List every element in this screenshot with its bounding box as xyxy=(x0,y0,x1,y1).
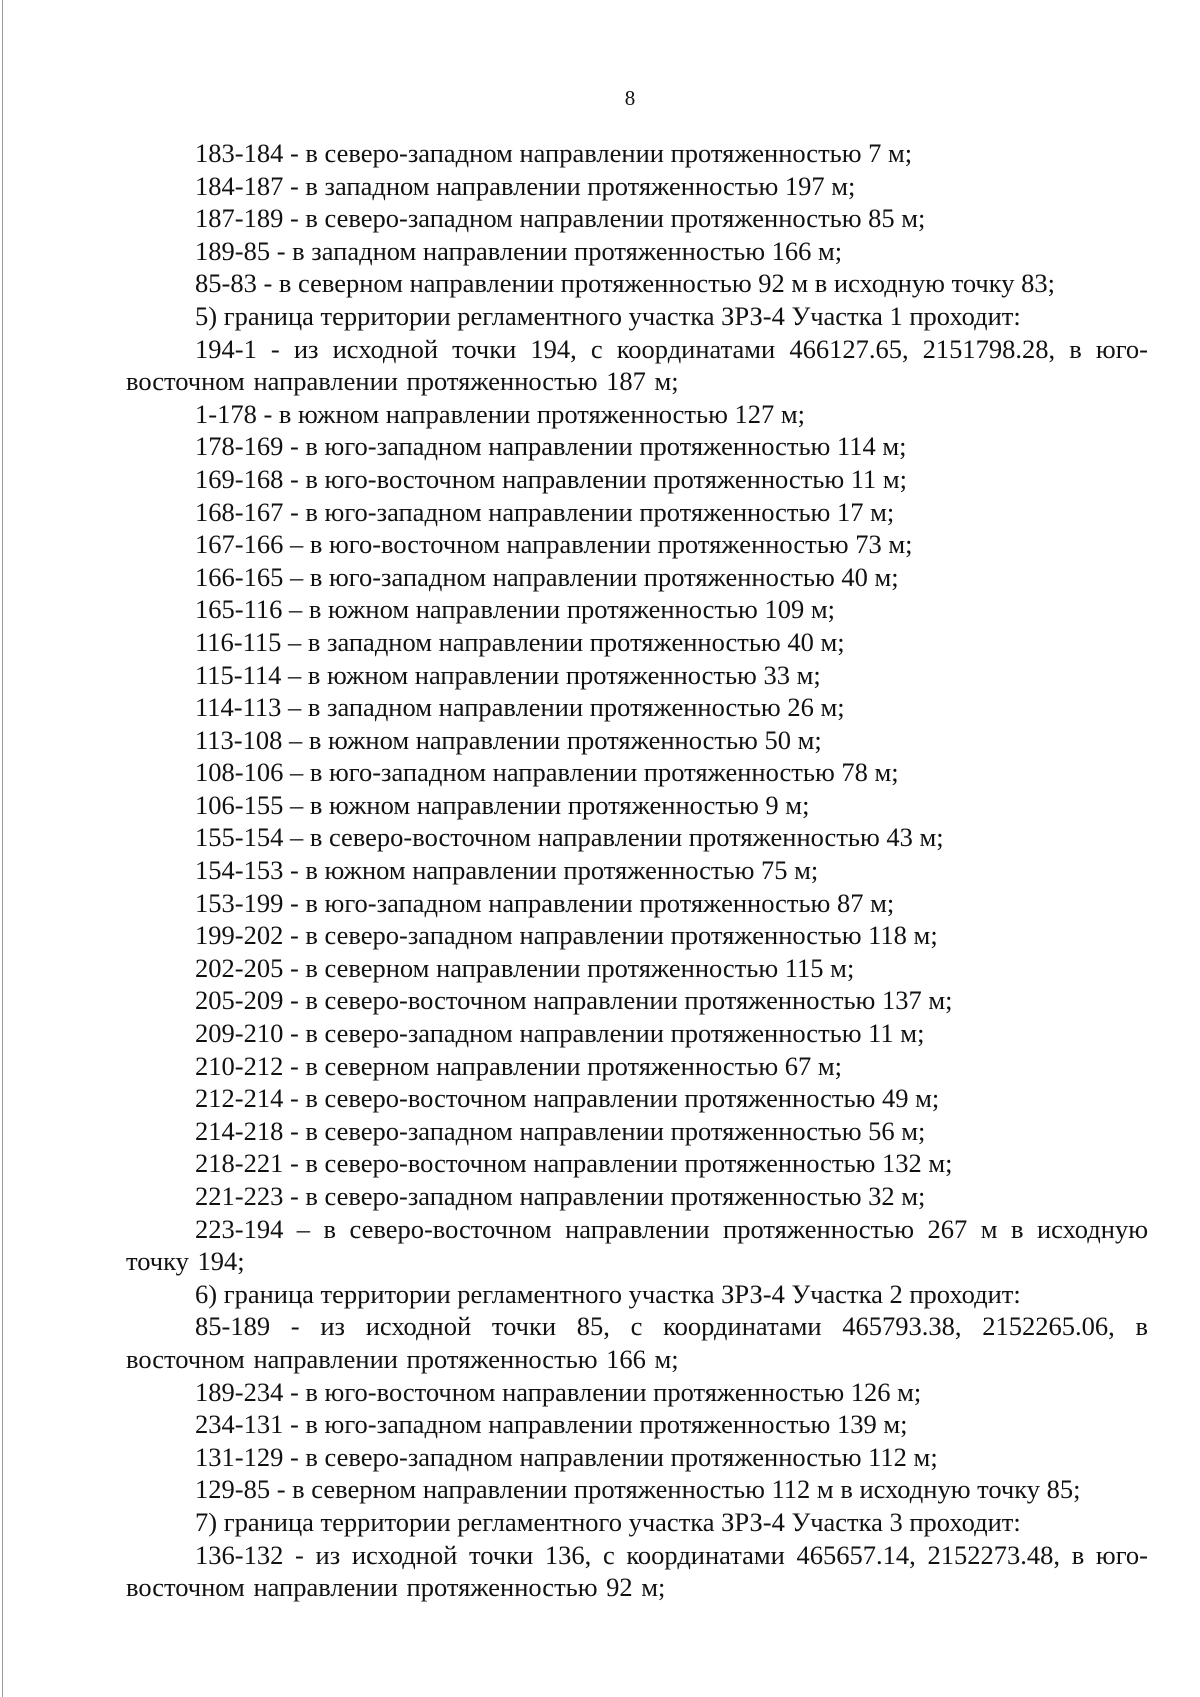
text-line: 210-212 - в северном направлении протяженностью 67 м; xyxy=(195,1050,843,1081)
section-heading: 6) граница территории регламентного участка ЗРЗ-4 Участка 2 проходит: xyxy=(195,1278,1021,1309)
text-line: 168-167 - в юго-западном направлении протяженностью 17 м; xyxy=(195,496,895,527)
segment-list-1 xyxy=(126,137,1148,333)
text-line: 106-155 – в южном направлении протяженностью 9 м; xyxy=(195,789,810,820)
text-line: 155-154 – в северо-восточном направлении протяженностью 43 м; xyxy=(195,822,944,853)
text-line: 1-178 - в южном направлении протяженностью 127 м; xyxy=(195,398,806,429)
text-line: 189-85 - в западном направлении протяженностью 166 м; xyxy=(195,235,843,266)
text-line: 199-202 - в северо-западном направлении протяженностью 118 м; xyxy=(195,920,938,951)
text-line: 165-116 – в южном направлении протяженностью 109 м; xyxy=(195,594,835,625)
closing-segment-paragraph: 223-194 – в северо-восточном направлении протяженностью 267 м в исходную точку 194; xyxy=(126,1213,1148,1277)
text-line: 187-189 - в северо-западном направлении протяженностью 85 м; xyxy=(195,203,926,234)
text-line: 184-187 - в западном направлении протяженностью 197 м; xyxy=(195,170,856,201)
section-heading: 5) граница территории регламентного участка ЗРЗ-4 Участка 1 проходит: xyxy=(195,300,1021,331)
document-body xyxy=(126,137,1148,1604)
text-line: 131-129 - в северо-западном направлении протяженностью 112 м; xyxy=(195,1441,938,1472)
text-line: 116-115 – в западном направлении протяженностью 40 м; xyxy=(195,626,845,657)
segment-list-4 xyxy=(126,1376,1148,1539)
text-line: 115-114 – в южном направлении протяженностью 33 м; xyxy=(195,659,821,690)
text-line: 114-113 – в западном направлении протяженностью 26 м; xyxy=(195,692,845,723)
text-line: 166-165 – в юго-западном направлении протяженностью 40 м; xyxy=(195,561,899,592)
text-line: 205-209 - в северо-восточном направлении протяженностью 137 м; xyxy=(195,985,953,1016)
text-line: 189-234 - в юго-восточном направлении протяженностью 126 м; xyxy=(195,1376,922,1407)
text-line: 129-85 - в северном направлении протяженностью 112 м в исходную точку 85; xyxy=(195,1474,1081,1505)
page-edge-line xyxy=(2,0,3,1697)
start-point-paragraph: 136-132 - из исходной точки 136, с координатами 465657.14, 2152273.48, в юго- восточном направлении протяженностью 92 м; xyxy=(126,1539,1148,1603)
segment-list-3 xyxy=(126,1278,1148,1311)
text-line: 113-108 – в южном направлении протяженностью 50 м; xyxy=(195,724,822,755)
start-point-paragraph: 194-1 - из исходной точки 194, с координатами 466127.65, 2151798.28, в юго-восточном направлении протяженностью 187 м; xyxy=(126,333,1148,397)
text-line: 183-184 - в северо-западном направлении протяженностью 7 м; xyxy=(195,138,913,168)
section-heading: 7) граница территории регламентного участка ЗРЗ-4 Участка 3 проходит: xyxy=(195,1506,1021,1537)
text-line: 234-131 - в юго-западном направлении протяженностью 139 м; xyxy=(195,1409,908,1440)
text-line: 169-168 - в юго-восточном направлении протяженностью 11 м; xyxy=(195,463,908,494)
text-line: 221-223 - в северо-западном направлении протяженностью 32 м; xyxy=(195,1181,926,1211)
text-line: 178-169 - в юго-западном направлении протяженностью 114 м; xyxy=(195,431,907,462)
text-line: 167-166 – в юго-восточном направлении протяженностью 73 м; xyxy=(195,529,913,560)
text-line: 153-199 - в юго-западном направлении протяженностью 87 м; xyxy=(195,887,895,918)
text-line: 108-106 – в юго-западном направлении протяженностью 78 м; xyxy=(195,757,899,788)
text-line: 212-214 - в северо-восточном направлении протяженностью 49 м; xyxy=(195,1083,940,1114)
text-line: 202-205 - в северном направлении протяженностью 115 м; xyxy=(195,952,855,983)
segment-list-2 xyxy=(126,398,1148,1213)
text-line: 85-83 - в северном направлении протяженностью 92 м в исходную точку 83; xyxy=(195,268,1055,299)
text-line: 209-210 - в северо-западном направлении протяженностью 11 м; xyxy=(195,1018,925,1049)
text-line: 218-221 - в северо-восточном направлении протяженностью 132 м; xyxy=(195,1148,953,1179)
text-line: 214-218 - в северо-западном направлении протяженностью 56 м; xyxy=(195,1115,926,1146)
page-number: 8 xyxy=(624,86,636,110)
start-point-paragraph: 85-189 - из исходной точки 85, с координатами 465793.38, 2152265.06, в восточном направлении протяженностью 166 м; xyxy=(126,1311,1148,1374)
text-line: 154-153 - в южном направлении протяженностью 75 м; xyxy=(195,855,819,886)
